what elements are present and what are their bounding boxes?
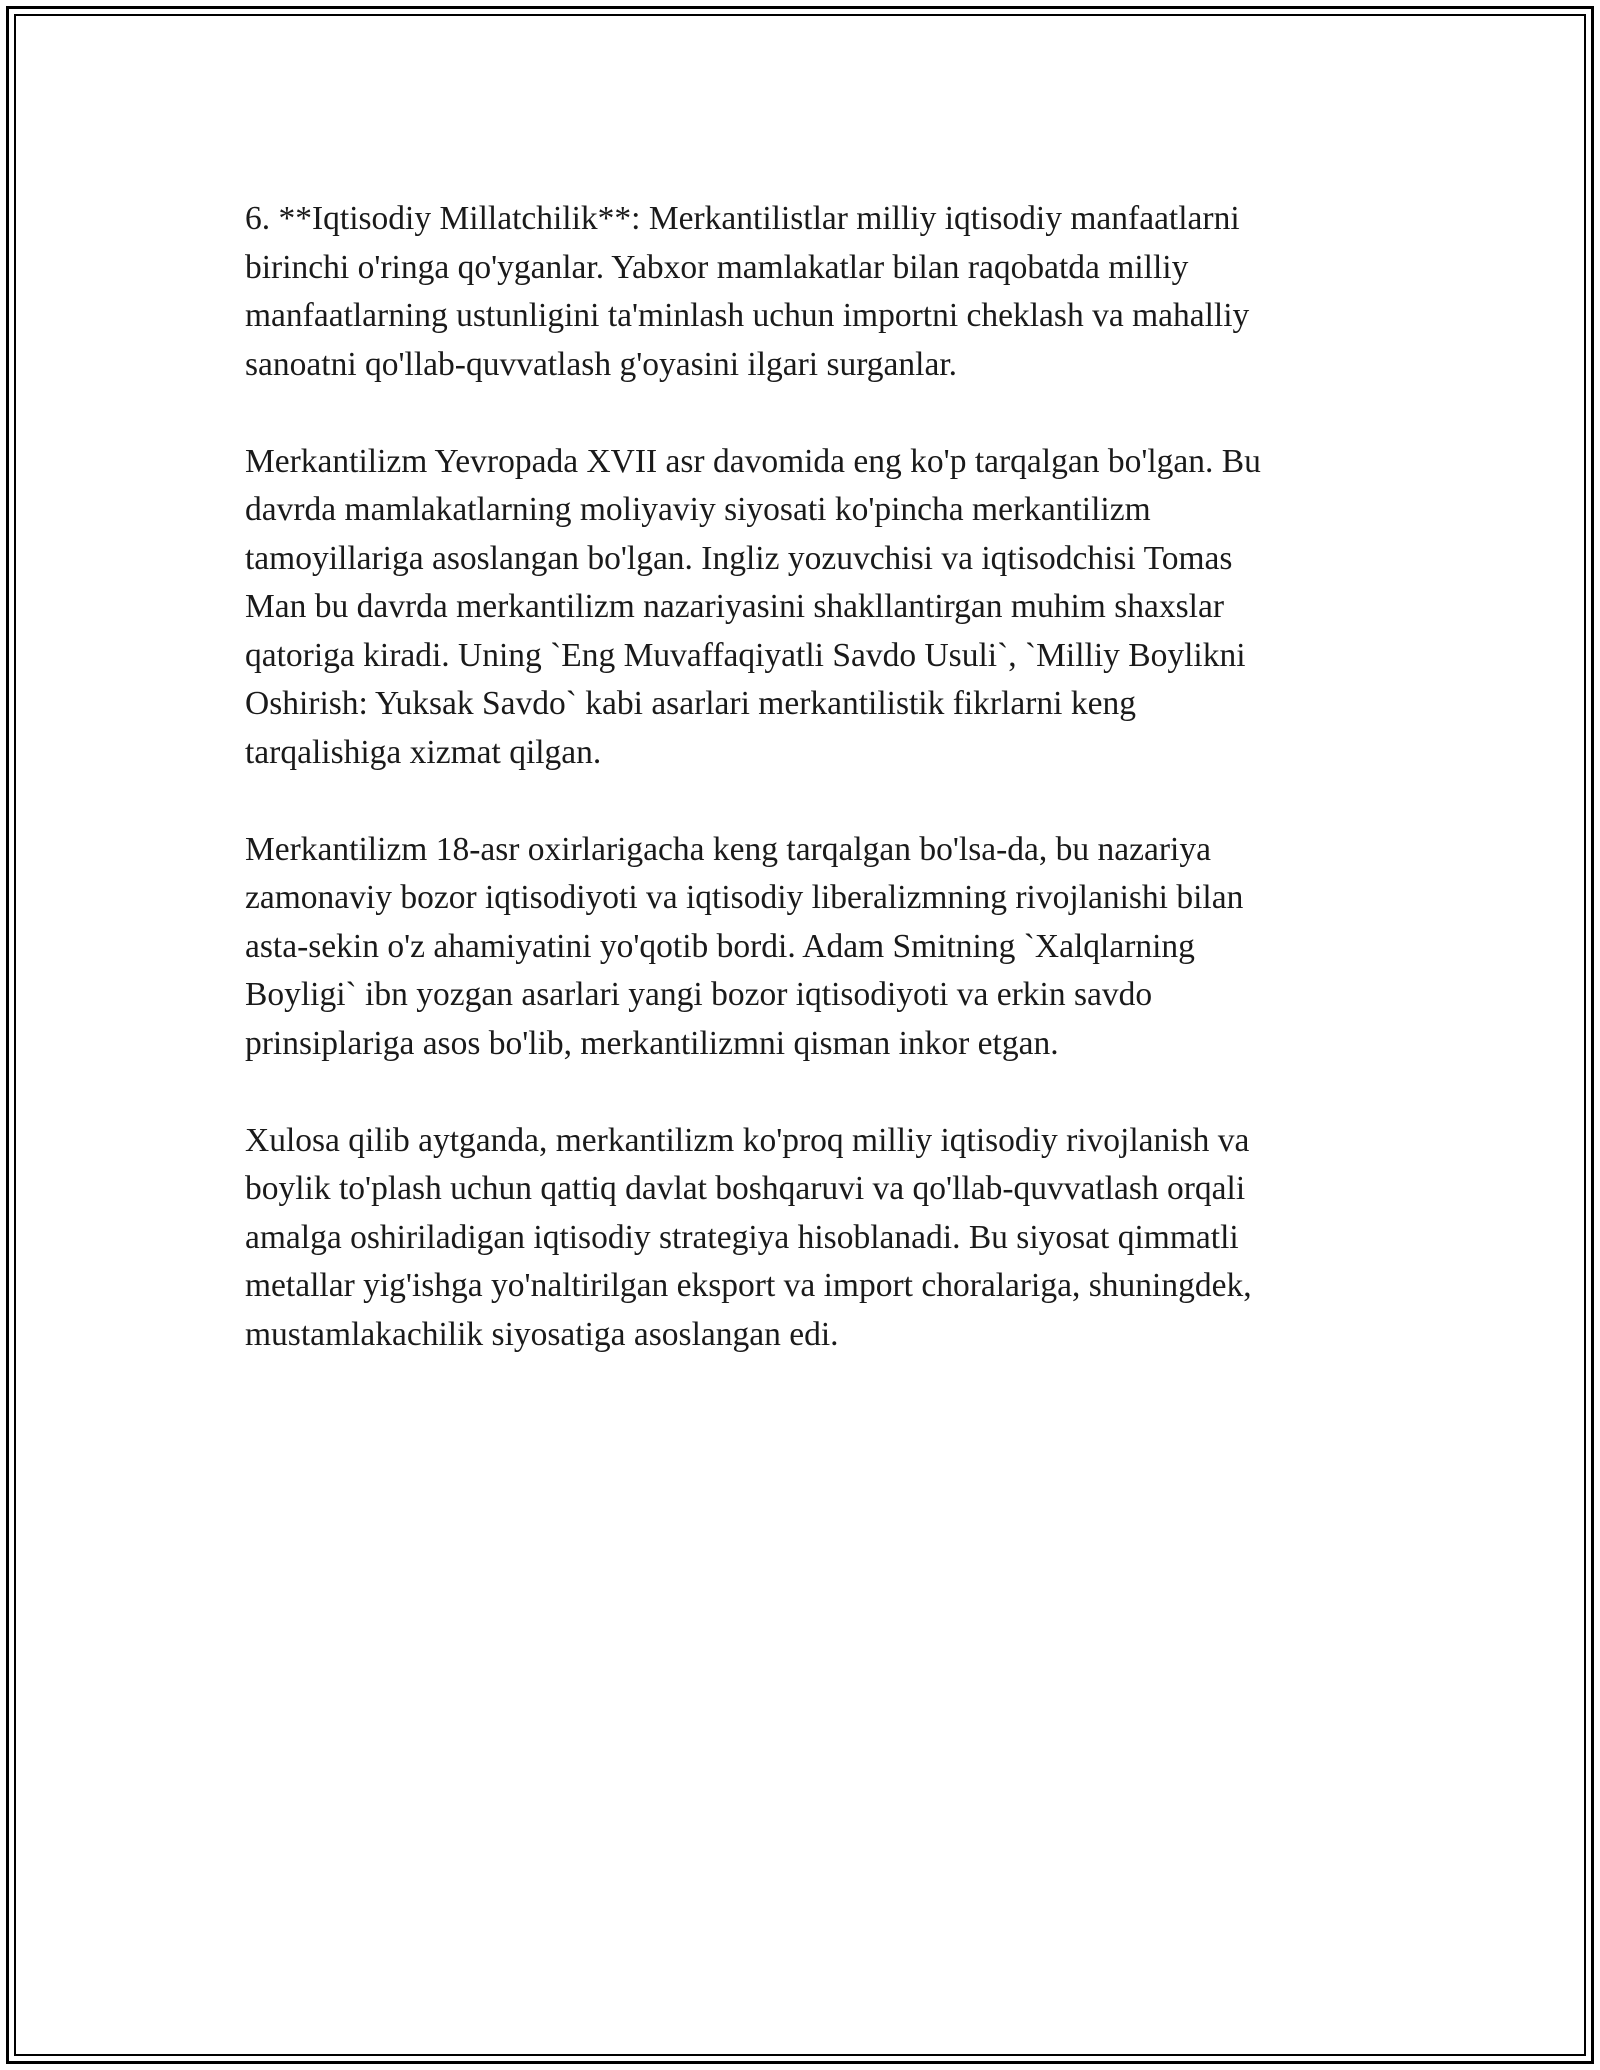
- paragraph-line: Man bu davrda merkantilizm nazariyasini shakllantirgan muhim shaxslar: [245, 588, 1224, 625]
- document-body: [245, 195, 1395, 1408]
- page-frame: [6, 6, 1594, 2064]
- paragraph-line: manfaatlarning ustunligini ta'minlash uchun importni cheklash va mahalliy: [245, 297, 1250, 334]
- paragraph-line: Merkantilizm Yevropada XVII asr davomida eng ko'p tarqalgan bo'lgan. Bu: [245, 442, 1261, 480]
- paragraph-line: sanoatni qo'llab-quvvatlash g'oyasini ilgari surganlar.: [245, 345, 958, 383]
- paragraph-conclusion: [245, 1117, 1395, 1360]
- paragraph-line: mustamlakachilik siyosatiga asoslangan edi.: [245, 1315, 839, 1353]
- paragraph-line: Xulosa qilib aytganda, merkantilizm ko'proq milliy iqtisodiy rivojlanish va: [245, 1121, 1250, 1159]
- paragraph-line: boylik to'plash uchun qattiq davlat boshqaruvi va qo'llab-quvvatlash orqali: [245, 1170, 1246, 1207]
- paragraph-line: tamoyillariga asoslangan bo'lgan. Ingliz yozuvchisi va iqtisodchisi Tomas: [245, 539, 1233, 577]
- paragraph-line: metallar yig'ishga yo'naltirilgan eksport va import choralariga, shuningdek,: [245, 1267, 1252, 1304]
- paragraph-economic-nationalism: [245, 195, 1395, 389]
- paragraph-line: qatoriga kiradi. Uning `Eng Muvaffaqiyatli Savdo Usuli`, `Milliy Boylikni: [245, 636, 1246, 674]
- paragraph-line: prinsiplariga asos bo'lib, merkantilizmni qisman inkor etgan.: [245, 1024, 1059, 1062]
- paragraph-line: Oshirish: Yuksak Savdo` kabi asarlari merkantilistik fikrlarni keng: [245, 685, 1136, 722]
- paragraph-line: amalga oshiriladigan iqtisodiy strategiya hisoblanadi. Bu siyosat qimmatli: [245, 1218, 1239, 1256]
- paragraph-line: davrda mamlakatlarning moliyaviy siyosati ko'pincha merkantilizm: [245, 491, 1151, 528]
- paragraph-line: 6. **Iqtisodiy Millatchilik**: Merkantilistlar milliy iqtisodiy manfaatlarni: [245, 200, 1240, 237]
- paragraph-line: Boyligi` ibn yozgan asarlari yangi bozor iqtisodiyoti va erkin savdo: [245, 976, 1153, 1013]
- paragraph-line: tarqalishiga xizmat qilgan.: [245, 733, 602, 771]
- paragraph-line: birinchi o'ringa qo'yganlar. Yabxor mamlakatlar bilan raqobatda milliy: [245, 248, 1189, 286]
- paragraph-line: zamonaviy bozor iqtisodiyoti va iqtisodiy liberalizmning rivojlanishi bilan: [245, 879, 1244, 916]
- paragraph-mercantilism-europe: [245, 438, 1395, 778]
- paragraph-mercantilism-decline: [245, 826, 1395, 1069]
- paragraph-line: Merkantilizm 18-asr oxirlarigacha keng tarqalgan bo'lsa-da, bu nazariya: [245, 830, 1211, 868]
- paragraph-line: asta-sekin o'z ahamiyatini yo'qotib bordi. Adam Smitning `Xalqlarning: [245, 927, 1195, 965]
